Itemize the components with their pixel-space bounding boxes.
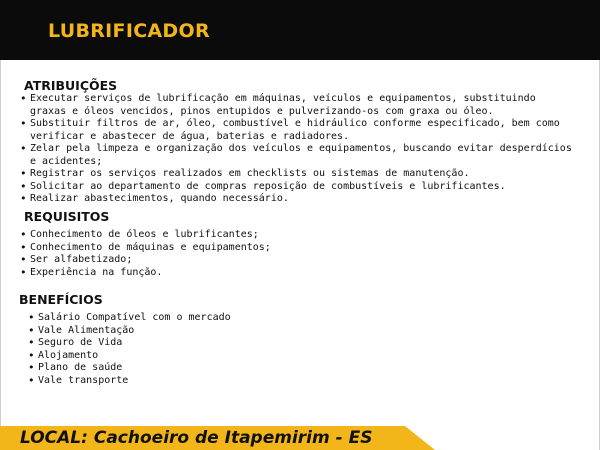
atribuicoes-item: • Executar serviços de lubrificação em máquinas, veículos e equipamentos, substituindo graxas e óleos vencidos, pinos entupidos e pulverizando-os com graxa ou óleo. xyxy=(20,93,572,118)
beneficios-item: • Plano de saúde xyxy=(28,362,328,375)
beneficios-item: • Seguro de Vida xyxy=(28,337,328,350)
requisitos-item: • Experiência na função. xyxy=(20,267,420,280)
atribuicoes-item: • Solicitar ao departamento de compras reposição de combustíveis e lubrificantes. xyxy=(20,181,572,194)
beneficios-item: • Salário Compatível com o mercado xyxy=(28,312,328,325)
requisitos-item: • Conhecimento de óleos e lubrificantes; xyxy=(20,229,420,242)
beneficios-list xyxy=(28,312,328,387)
job-title: LUBRIFICADOR xyxy=(48,20,210,42)
requisitos-item: • Ser alfabetizado; xyxy=(20,254,420,267)
requisitos-list xyxy=(20,229,420,279)
requisitos-item: • Conhecimento de máquinas e equipamentos; xyxy=(20,242,420,255)
beneficios-heading: BENEFÍCIOS xyxy=(19,292,103,307)
atribuicoes-item: • Zelar pela limpeza e organização dos veículos e equipamentos, buscando evitar desperdícios e acidentes; xyxy=(20,143,572,168)
atribuicoes-heading: ATRIBUIÇÕES xyxy=(24,78,118,93)
location-label: LOCAL: Cachoeiro de Itapemirim - ES xyxy=(20,428,373,448)
requisitos-heading: REQUISITOS xyxy=(24,209,110,224)
header-bar xyxy=(0,0,600,60)
atribuicoes-item: • Realizar abastecimentos, quando necessário. xyxy=(20,193,572,206)
beneficios-item: • Vale Alimentação xyxy=(28,325,328,338)
beneficios-item: • Vale transporte xyxy=(28,375,328,388)
beneficios-item: • Alojamento xyxy=(28,350,328,363)
atribuicoes-item: • Registrar os serviços realizados em checklists ou sistemas de manutenção. xyxy=(20,168,572,181)
left-border-line xyxy=(0,60,1,450)
atribuicoes-list xyxy=(20,93,572,206)
atribuicoes-item: • Substituir filtros de ar, óleo, combustível e hidráulico conforme especificado, bem como verificar e abastecer de água, baterias e radiadores. xyxy=(20,118,572,143)
